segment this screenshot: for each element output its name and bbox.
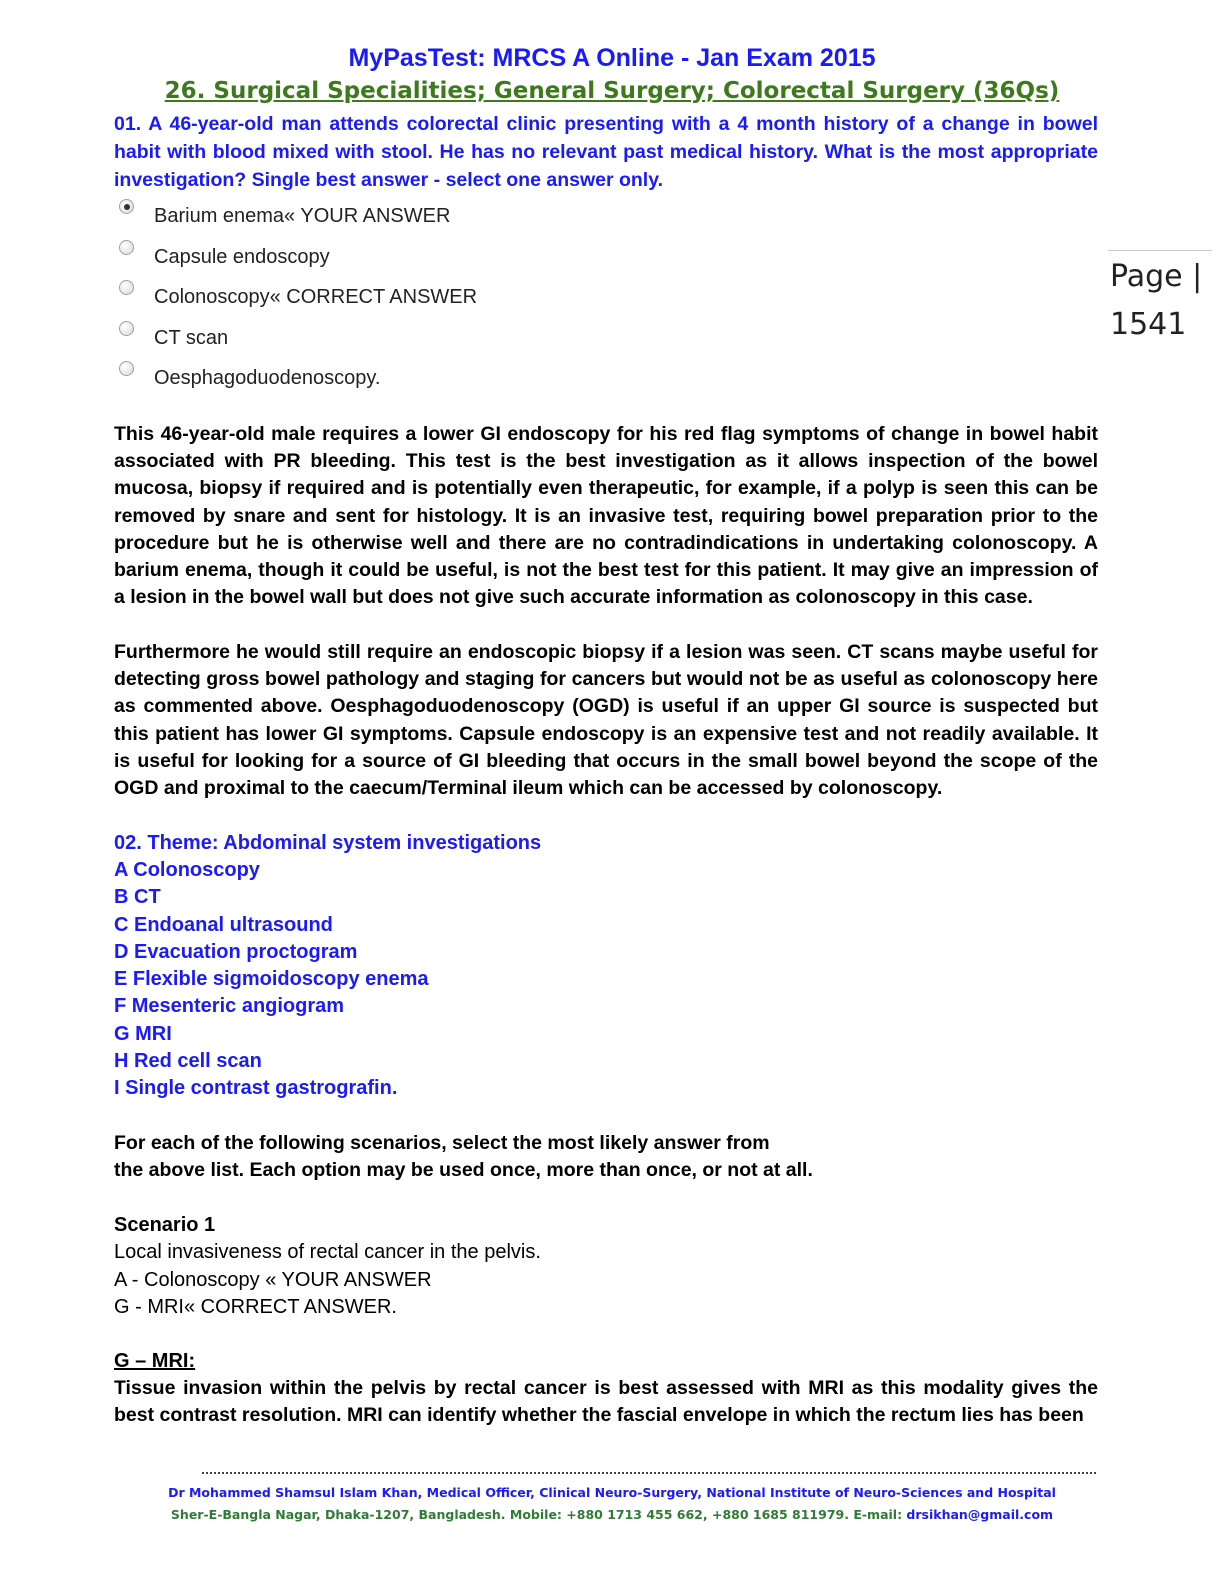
footer-address: Sher-E-Bangla Nagar, Dhaka-1207, Bangladesh. Mobile: +880 1713 455 662, +880 1685 811979. E-mail: (170, 1507, 907, 1522)
option-oesphagoduodenoscopy[interactable] (114, 358, 1098, 399)
option-colonoscopy[interactable] (114, 277, 1098, 318)
theme-option-list (114, 857, 1098, 1103)
section-title: 26. Surgical Specialities; General Surgery; Colorectal Surgery (36Qs) (164, 78, 1060, 104)
scenario-text: Local invasiveness of rectal cancer in the pelvis. (114, 1241, 541, 1264)
option-capsule-endoscopy[interactable] (114, 237, 1098, 278)
radio-selected-icon[interactable] (119, 199, 134, 214)
footer-email[interactable]: drsikhan@gmail.com (906, 1507, 1054, 1522)
footer-divider (202, 1472, 1096, 1474)
theme-option: E Flexible sigmoidoscopy enema (114, 968, 429, 991)
page-number-box (1108, 250, 1212, 342)
theme-option: F Mesenteric angiogram (114, 995, 345, 1018)
theme-option: G MRI (114, 1022, 172, 1045)
theme-option: B CT (114, 886, 161, 909)
radio-icon[interactable] (119, 321, 134, 336)
page-number: 1541 (1110, 307, 1187, 342)
option-label: Colonoscopy« CORRECT ANSWER (154, 286, 478, 308)
instruction-line-2: the above list. Each option may be used once, more than once, or not at all. (114, 1159, 813, 1182)
your-answer: A - Colonoscopy « YOUR ANSWER (114, 1268, 432, 1291)
radio-icon[interactable] (119, 280, 134, 295)
explanation-paragraph-2: Furthermore he would still require an endoscopic biopsy if a lesion was seen. CT scans maybe useful for detecting gross bowel pathology and staging for cancers but would not be as useful as colonoscopy here as commented above. Oesphagoduodenoscopy (OGD) is useful if an upper GI source is suspected but this patient has lower GI symptoms. Capsule endoscopy is an expensive test and not readily available. It is useful for looking for a source of GI bleeding that occurs in the small bowel beyond the scope of the OGD and proximal to the caecum/Terminal ileum which can be accessed by colonoscopy. (114, 641, 1098, 800)
radio-icon[interactable] (119, 240, 134, 255)
answer-options (114, 196, 1098, 399)
question-1-text: 01. A 46-year-old man attends colorectal clinic presenting with a 4 month history of a change in bowel habit with blood mixed with stool. He has no relevant past medical history. What is the most appropriate investigation? Single best answer - select one answer only. (114, 113, 1098, 191)
radio-icon[interactable] (119, 361, 134, 376)
theme-option: H Red cell scan (114, 1050, 262, 1073)
footer-author: Dr Mohammed Shamsul Islam Khan, Medical Officer, Clinical Neuro-Surgery, National Institute of Neuro-Sciences and Hospital (168, 1485, 1056, 1500)
scenario-1 (114, 1212, 1098, 1321)
instruction-line-1: For each of the following scenarios, select the most likely answer from (114, 1132, 770, 1154)
scenario-title: Scenario 1 (114, 1214, 216, 1236)
option-label: Capsule endoscopy (154, 245, 330, 268)
question-2-theme: 02. Theme: Abdominal system investigations (114, 832, 542, 854)
theme-option: A Colonoscopy (114, 859, 260, 881)
footer-contact (0, 1507, 1224, 1522)
page-label: Page | (1110, 259, 1203, 294)
explanation-paragraph-1: This 46-year-old male requires a lower GI endoscopy for his red flag symptoms of change in bowel habit associated with PR bleeding. This test is the best investigation as it allows inspection of the bowel mucosa, biopsy if required and is potentially even therapeutic, for example, if a polyp is seen this can be removed by snare and sent for histology. It is an invasive test, requiring bowel preparation prior to the procedure but he is otherwise well and there are no contradindications in undertaking colonoscopy. A barium enema, though it could be useful, is not the best test for this patient. It may give an impression of a lesion in the bowel wall but does not give such accurate information as colonoscopy in this case. (114, 423, 1098, 609)
option-label: Barium enema« YOUR ANSWER (154, 205, 451, 227)
answer-heading: G – MRI: (114, 1350, 196, 1372)
option-label: Oesphagoduodenoscopy. (154, 367, 381, 389)
answer-explanation: Tissue invasion within the pelvis by rectal cancer is best assessed with MRI as this modality gives the best contrast resolution. MRI can identify whether the fascial envelope in which the rectum lies has been (114, 1377, 1098, 1427)
theme-option: C Endoanal ultrasound (114, 913, 333, 936)
correct-answer: G - MRI« CORRECT ANSWER. (114, 1295, 397, 1318)
theme-option: I Single contrast gastrografin. (114, 1077, 398, 1100)
option-label: CT scan (154, 326, 229, 349)
option-ct-scan[interactable] (114, 318, 1098, 359)
option-barium-enema[interactable] (114, 196, 1098, 237)
theme-option: D Evacuation proctogram (114, 940, 358, 963)
instructions (114, 1130, 1098, 1185)
document-title: MyPasTest: MRCS A Online - Jan Exam 2015 (348, 44, 876, 72)
